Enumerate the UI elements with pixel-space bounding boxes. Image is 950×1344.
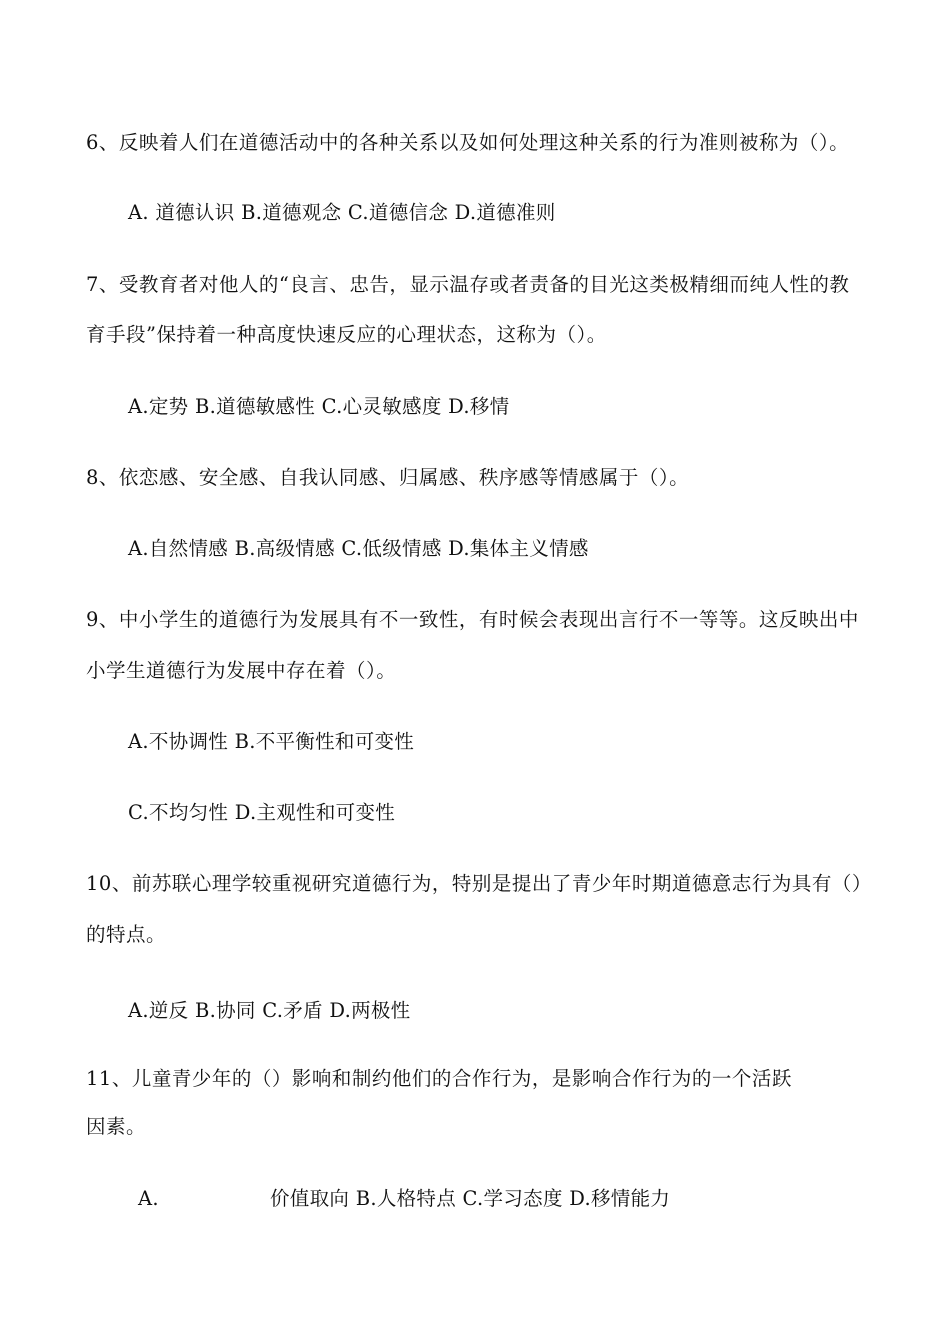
question-10-options: A.逆反 B.协同 C.矛盾 D.两极性 [128,999,411,1022]
question-8-text: 8、依恋感、安全感、自我认同感、归属感、秩序感等情感属于（）。 [86,466,690,489]
question-7-text-line2: 育手段”保持着一种高度快速反应的心理状态，这称为（）。 [86,323,607,346]
question-10-text-line1: 10、前苏联心理学较重视研究道德行为，特别是提出了青少年时期道德意志行为具有（） [86,872,872,895]
question-6-text: 6、反映着人们在道德活动中的各种关系以及如何处理这种关系的行为准则被称为（）。 [86,131,850,154]
question-11-options: 价值取向 B.人格特点 C.学习态度 D.移情能力 [270,1187,671,1210]
question-8-options: A.自然情感 B.高级情感 C.低级情感 D.集体主义情感 [128,537,589,560]
question-9-options-line2: C.不均匀性 D.主观性和可变性 [128,801,396,824]
question-11-option-label: A. [138,1187,159,1210]
question-9-text-line1: 9、中小学生的道德行为发展具有不一致性，有时候会表现出言行不一等等。这反映出中 [86,608,859,631]
question-7-text-line1: 7、受教育者对他人的“良言、忠告，显示温存或者责备的目光这类极精细而纯人性的教 [86,273,850,296]
question-10-text-line2: 的特点。 [86,923,167,946]
question-6-options: A. 道德认识 B.道德观念 C.道德信念 D.道德准则 [128,201,556,224]
question-9-text-line2: 小学生道德行为发展中存在着（）。 [86,659,397,682]
question-11-text-line1: 11、儿童青少年的（）影响和制约他们的合作行为，是影响合作行为的一个活跃 [86,1067,792,1090]
question-9-options-line1: A.不协调性 B.不平衡性和可变性 [128,730,415,753]
question-7-options: A.定势 B.道德敏感性 C.心灵敏感度 D.移情 [128,395,510,418]
question-11-text-line2: 因素。 [86,1115,147,1138]
